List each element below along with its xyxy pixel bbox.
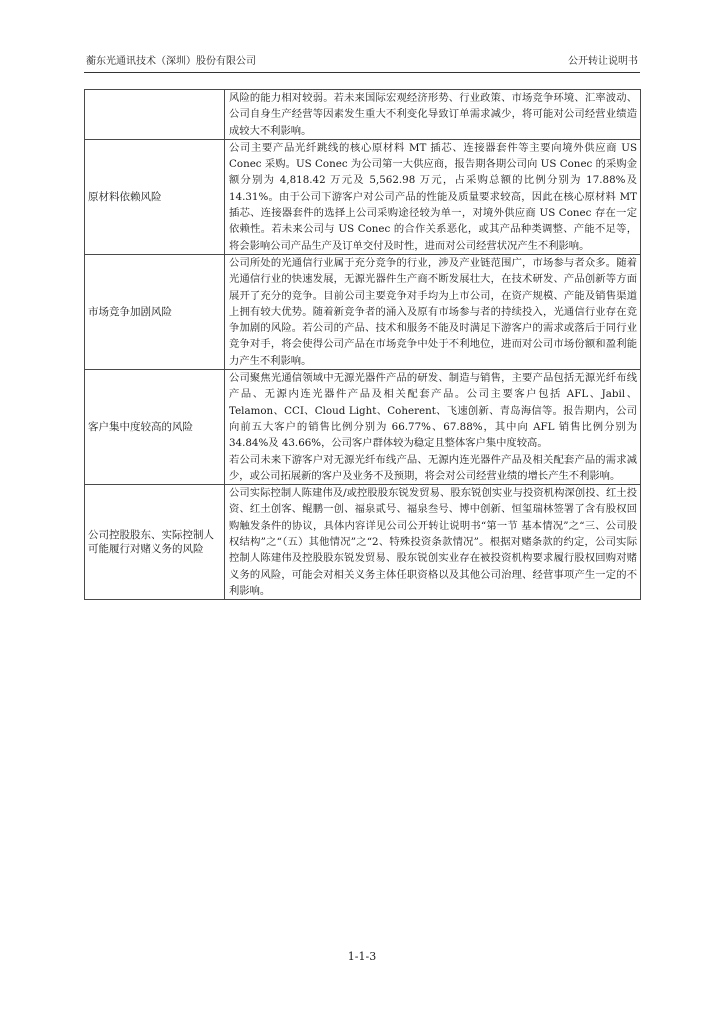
table-row: [85, 370, 641, 485]
risk-name-cell: 原材料依赖风险: [85, 139, 225, 254]
risk-name-cell: 客户集中度较高的风险: [85, 370, 225, 485]
risk-description-cell: [225, 90, 641, 140]
page-number: 1-1-3: [347, 950, 377, 963]
document-title: 公开转让说明书: [568, 56, 638, 67]
risk-paragraph: 公司聚焦光通信领域中无源光器件产品的研发、制造与销售，主要产品包括无源光纤布线产品、无源内连光器件产品及相关配套产品。公司主要客户包括 AFL、Jabil、Telamon、CCI、Cloud Light、Coherent、飞速创新、青岛海信等。报告期内，公司向前五大客户的销售比例分别为 66.77%、67.88%，其中向 AFL 销售比例分别为 34.84%及 43.66%，公司客户群体较为稳定且整体客户集中度较高。: [229, 372, 637, 450]
risk-description-cell: [225, 254, 641, 369]
risk-paragraph: 风险的能力相对较弱。若未来国际宏观经济形势、行业政策、市场竞争环境、汇率波动、公司自身生产经营等因素发生重大不利变化导致订单需求减少，将可能对公司经营业绩造成较大不利影响。: [229, 92, 637, 137]
risk-description-cell: [225, 139, 641, 254]
risk-description-cell: [225, 485, 641, 600]
risk-name-cell: 市场竞争加剧风险: [85, 254, 225, 369]
company-name: 蘅东光通讯技术（深圳）股份有限公司: [86, 56, 256, 67]
risk-paragraph: 若公司未来下游客户对无源光纤布线产品、无源内连光器件产品及相关配套产品的需求减少，或公司拓展新的客户及业务不及预期，将会对公司经营业绩的增长产生不利影响。: [229, 453, 637, 482]
risk-name-cell: [85, 90, 225, 140]
risk-paragraph: 公司实际控制人陈建伟及/或控股股东锐发贸易、股东锐创实业与投资机构深创投、红土投资、红土创客、鲲鹏一创、福泉贰号、福泉叁号、博中创新、恒玺瑞林签署了含有股权回购触发条件的协议，具体内容详见公司公开转让说明书“第一节 基本情况”之“三、公司股权结构”之“（五）其他情况”之“2、特殊投资条款情况”。根据对赌条款的约定，公司实际控制人陈建伟及控股股东锐发贸易、股东锐创实业存在被投资机构要求履行股权回购对赌义务的风险，可能会对相关义务主体任职资格以及其他公司治理、经营事项产生一定的不利影响。: [229, 487, 637, 597]
risk-paragraph: 公司主要产品光纤跳线的核心原材料 MT 插芯、连接器套件等主要向境外供应商 US Conec 采购。US Conec 为公司第一大供应商，报告期各期公司向 US Conec 的采购金额分别为 4,818.42 万元及 5,562.98 万元，占采购总额的比例分别为 17.88%及 14.31%。由于公司下游客户对公司产品的性能及质量要求较高，因此在核心原材料 MT 插芯、连接器套件的选择上公司采购途径较为单一，对境外供应商 US Conec 存在一定依赖性。若未来公司与 US Conec 的合作关系恶化，或其产品种类调整、产能不足等，将会影响公司产品生产及订单交付及时性，进而对公司经营状况产生不利影响。: [229, 141, 637, 252]
risk-factors-table: [84, 89, 641, 600]
table-row: [85, 485, 641, 600]
table-row: [85, 254, 641, 369]
page-header: [84, 52, 640, 73]
table-row: [85, 139, 641, 254]
risk-paragraph: 公司所处的光通信行业属于充分竞争的行业，涉及产业链范围广，市场参与者众多。随着光通信行业的快速发展，无源光器件生产商不断发展壮大，在技术研发、产品创新等方面展开了充分的竞争。目前公司主要竞争对手均为上市公司，在资产规模、产能及销售渠道上拥有较大优势。随着新竞争者的涌入及原有市场参与者的持续投入，光通信行业存在竞争加剧的风险。若公司的产品、技术和服务不能及时满足下游客户的需求或落后于同行业竞争对手，将会使得公司产品在市场竞争中处于不利地位，进而对公司市场份额和盈利能力产生不利影响。: [229, 256, 637, 367]
risk-description-cell: [225, 370, 641, 485]
table-row: [85, 90, 641, 140]
risk-name-cell: 公司控股股东、实际控制人可能履行对赌义务的风险: [85, 485, 225, 600]
